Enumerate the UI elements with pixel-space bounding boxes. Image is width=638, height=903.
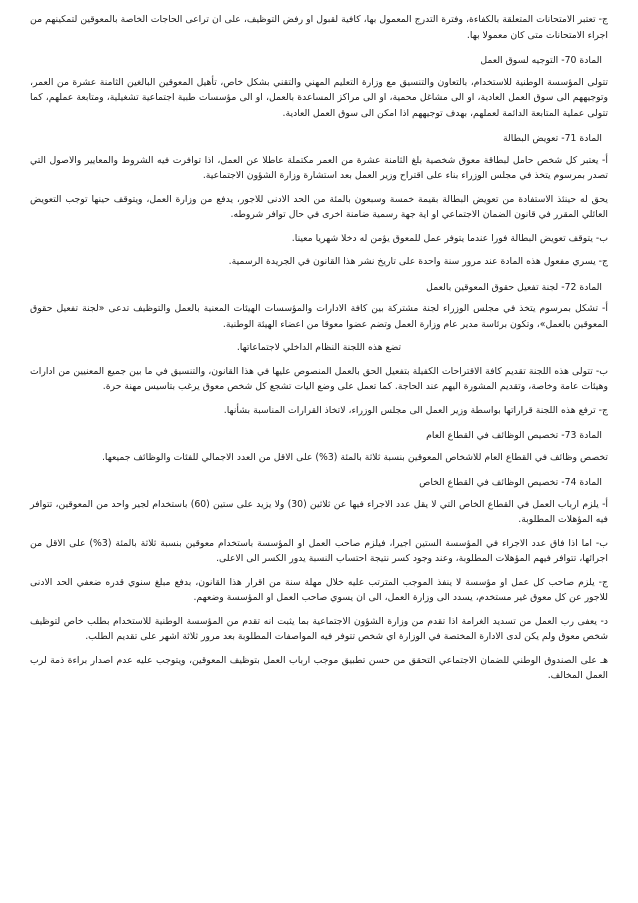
- article-70-heading: المادة 70- التوجيه لسوق العمل: [480, 55, 602, 66]
- article-70-paragraph: تتولى المؤسسة الوطنية للاستخدام، بالتعاون والتنسيق مع وزارة التعليم المهني والتقني بشكل خاص، تأهيل المعوقين البالغين الثامنة عشرة من العمر، وتوجيههم الى سوق العمل العادية، او الى مشاغل محمية، او الى مراكز المساعدة بالعمل، او الى مؤسسات طبية اجتماعية تشغيلية، ومتابعة عملهم، كما تتولى عملية المتابعة الدائمة لعملهم، بهدف توجيههم اذا امكن الى سوق العمل العادية.: [30, 76, 608, 119]
- article-71-clause-b: ب- يتوقف تعويض البطالة فورا عندما يتوفر عمل للمعوق يؤمن له دخلا شهريا معينا.: [291, 232, 608, 244]
- article-74-clause-b: ب- اما اذا فاق عدد الاجراء في المؤسسة الستين اجيرا، فيلزم صاحب العمل او المؤسسة باستخدام معوقين بنسبة ثلاثة بالمئة (3%) على الاقل من اجرائها، تتوافر فيهم المؤهلات المطلوبة، وعند وجود كسر نتيجة احتساب النسبة يدور الكسر الى الاعلى.: [30, 537, 608, 564]
- article-72-clause-a-continuation: تضع هذه اللجنة النظام الداخلي لاجتماعاتها.: [236, 342, 402, 353]
- article-73-heading: المادة 73- تخصيص الوظائف في القطاع العام: [426, 430, 602, 441]
- article-71-heading: المادة 71- تعويض البطالة: [502, 133, 602, 144]
- article-74-clause-a: أ- يلزم ارباب العمل في القطاع الخاص التي لا يقل عدد الاجراء فيها عن ثلاثين (30) ولا يزيد على ستين (60) باستخدام لجير واحد من المعوقين، تتوافر فيه المؤهلات المطلوبة.: [30, 498, 609, 525]
- article-74-clause-d: د- يعفى رب العمل من تسديد الغرامة اذا تقدم من وزارة الشؤون الاجتماعية بما يثبت انه تقدم من المؤسسة الوطنية للاستخدام بطلب خاص لتوظيف شخص معوق ولم يكن لدى الادارة المختصة في الوزارة اي شخص تتوفر فيه المواصفات المطلوبة بعد مرور ثلاثة اشهر على تقديم الطلب.: [30, 615, 608, 642]
- article-72-heading: المادة 72- لجنة تفعيل حقوق المعوقين بالعمل: [426, 281, 602, 293]
- article-72-clause-c: ج- ترفع هذه اللجنة قراراتها بواسطة وزير العمل الى مجلس الوزراء، لاتخاذ القرارات المناسبة بشأنها.: [223, 404, 608, 416]
- article-72-clause-a: أ- تشكل بمرسوم يتخذ في مجلس الوزراء لجنة مشتركة بين كافة الادارات والمؤسسات الهيئات المعنية بالعمل والتوظيف تدعى «لجنة تفعيل حقوق المعوقين بالعمل»، وتكون برئاسة مدير عام وزارة العمل وتضم عضوا معوقا من اعضاء الهيئة الوطنية.: [30, 303, 608, 330]
- article-71-clause-c: ج- يسري مفعول هذه المادة عند مرور سنة واحدة على تاريخ نشر هذا القانون في الجريدة الرسمية.: [228, 256, 608, 267]
- intro-paragraph: ج- تعتبر الامتحانات المتعلقة بالكفاءة، وفترة التدرج المعمول بها، كافية لقبول او رفض التوظيف، على ان تراعى الحاجات الخاصة بالمعوقين لتمكينهم من اجراء الامتحانات متى كان معمولا بها.: [30, 14, 608, 41]
- article-74-heading: المادة 74- تخصيص الوظائف في القطاع الخاص: [419, 477, 602, 488]
- article-74-clause-e: هـ على الصندوق الوطني للضمان الاجتماعي التحقق من حسن تطبيق موجب ارباب العمل بتوظيف المعوقين، ويتوجب عليه عدم اصدار براءة ذمة لرب العمل المخالف.: [30, 654, 608, 681]
- article-74-clause-c: ج- يلزم صاحب كل عمل او مؤسسة لا ينفذ الموجب المترتب عليه خلال مهلة سنة من اقرار هذا القانون، بدفع مبلغ سنوي قدره ضعفي الحد الادنى للاجور عن كل معوق غير مستخدم، يسدد الى وزارة العمل، الى ان يسوي صاحب العمل او المؤسسة وضعهم.: [30, 576, 608, 603]
- article-72-clause-b: ب- تتولى هذه اللجنة تقديم كافة الاقتراحات الكفيلة بتفعيل الحق بالعمل المنصوص عليها في هذا القانون، والتنسيق في ما بين جميع المعنيين من ادارات وهيئات عامة وخاصة، وتقديم المشورة اليهم عند الحاجة. كما تعمل على وضع اليات تشجع كل شخص معوق يرغب بتاسيس مهنة حرة.: [30, 365, 608, 392]
- article-71-clause-a-continuation: يحق له حينئذ الاستفادة من تعويض البطالة بقيمة خمسة وسبعون بالمئة من الحد الادنى للاجور، يدفع من وزارة العمل، ويتوقف حينها توجب التعويض العائلي المقرر في قانون الضمان الاجتماعي او اية جهة رسمية ضامنة اخرى في حال توافر شروطه.: [30, 193, 608, 220]
- article-73-paragraph: تخصص وظائف في القطاع العام للاشخاص المعوقين بنسبة ثلاثة بالمئة (3%) على الاقل من العدد الاجمالي للفئات والوظائف جميعها.: [101, 451, 608, 463]
- article-71-clause-a: أ- يعتبر كل شخص حامل لبطاقة معوق شخصية بلغ الثامنة عشرة من العمر مكتملة عاطلا عن العمل، اذا توافرت فيه الشروط والمعايير والاصول التي تصدر بمرسوم يتخذ في مجلس الوزراء بناء على اقتراح وزير العمل بعد استشارة وزارة الشؤون الاجتماعية.: [30, 154, 608, 181]
